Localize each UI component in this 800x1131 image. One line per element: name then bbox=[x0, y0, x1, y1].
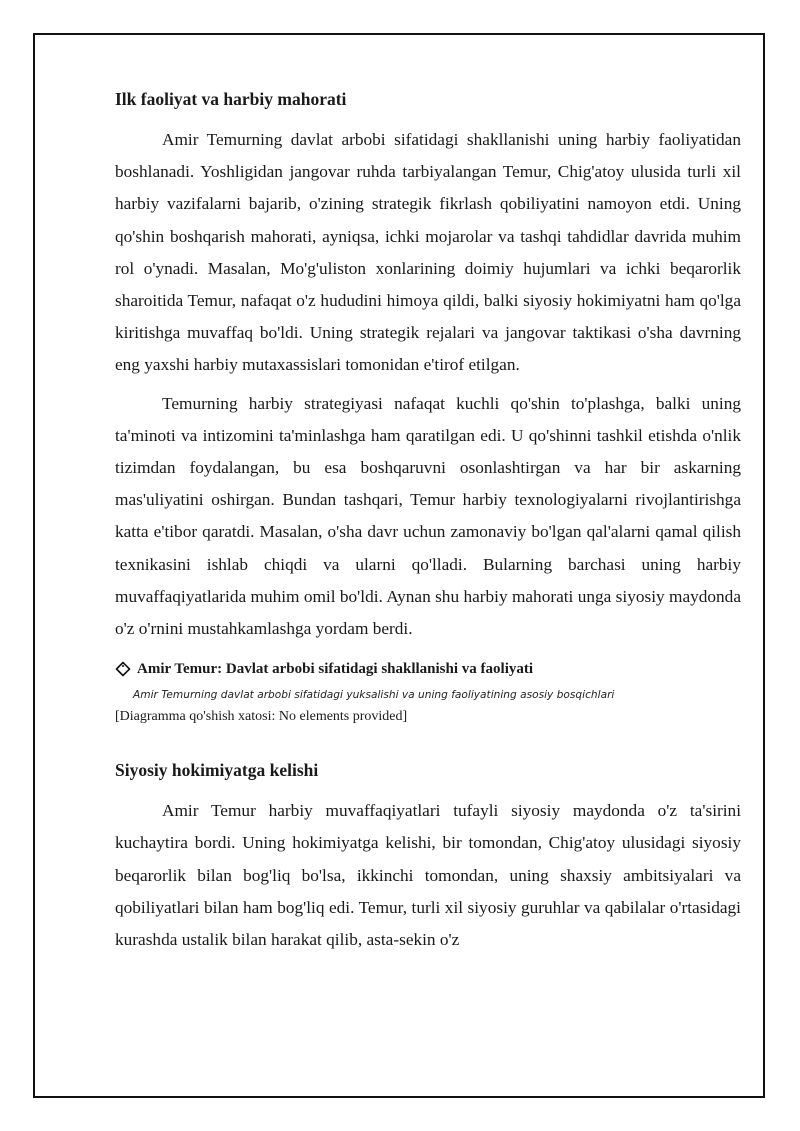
document-body bbox=[115, 87, 741, 956]
diagram-subtitle: Amir Temurning davlat arbobi sifatidagi yuksalishi va uning faoliyatining asosiy bosqichlari bbox=[133, 689, 615, 702]
paragraph-military-career: Amir Temurning davlat arbobi sifatidagi shakllanishi uning harbiy faoliyatidan boshlanadi. Yoshligidan jangovar ruhda tarbiyalangan Temur, Chig'atoy ulusida turli xil harbiy vazifalarni bajarib, o'zining strategik fikrlash qobiliyatini namoyon etdi. Uning qo'shin boshqarish mahorati, ayniqsa, ichki mojarolar va tashqi tahdidlar davrida muhim rol o'ynadi. Masalan, Mo'g'uliston xonlarining doimiy hujumlari va ichki beqarorlik sharoitida Temur, nafaqat o'z hududini himoya qildi, balki siyosiy hokimiyatni ham qo'lga kiritishga muvaffaq bo'ldi. Uning strategik rejalari va jangovar taktikasi o'sha davrning eng yaxshi harbiy mutaxassislari tomonidan e'tirof etilgan. bbox=[115, 130, 741, 375]
diagram-caption bbox=[115, 659, 741, 679]
section-heading-political-power: Siyosiy hokimiyatga kelishi bbox=[115, 760, 319, 781]
paragraph-rise-to-power: Amir Temur harbiy muvaffaqiyatlari tufayli siyosiy maydonda o'z ta'sirini kuchaytira bordi. Uning hokimiyatga kelishi, bir tomondan, Chig'atoy ulusidagi siyosiy beqarorlik bilan bog'liq bo'lsa, ikkinchi tomondan, uning shaxsiy ambitsiyalari va qobiliyatlari bilan ham bog'liq edi. Temur, turli xil siyosiy guruhlar va qabilalar o'rtasidagi kurashda ustalik bilan harakat qilib, asta-sekin o'z bbox=[115, 801, 741, 950]
diamond-tag-icon bbox=[115, 661, 131, 677]
section-heading-early-career: Ilk faoliyat va harbiy mahorati bbox=[115, 89, 347, 109]
paragraph-military-strategy: Temurning harbiy strategiyasi nafaqat kuchli qo'shin to'plashga, balki uning ta'minoti va intizomini ta'minlashga ham qaratilgan edi. U qo'shinni tashkil etishda o'nlik tizimdan foydalangan, bu esa boshqaruvni osonlashtirgan va har bir askarning mas'uliyatini oshirgan. Bundan tashqari, Temur harbiy texnologiyalarni rivojlantirishga katta e'tibor qaratdi. Masalan, o'sha davr uchun zamonaviy bo'lgan qal'alarni qamal qilish texnikasini ishlab chiqdi va ularni qo'lladi. Bularning barchasi uning harbiy muvaffaqiyatlarida muhim omil bo'ldi. Aynan shu harbiy mahorati unga siyosiy maydonda o'z o'rnini mustahkamlashga yordam berdi. bbox=[115, 393, 741, 639]
diagram-error-message: [Diagramma qo'shish xatosi: No elements provided] bbox=[115, 709, 408, 725]
diagram-title: Amir Temur: Davlat arbobi sifatidagi shakllanishi va faoliyati bbox=[137, 661, 534, 678]
